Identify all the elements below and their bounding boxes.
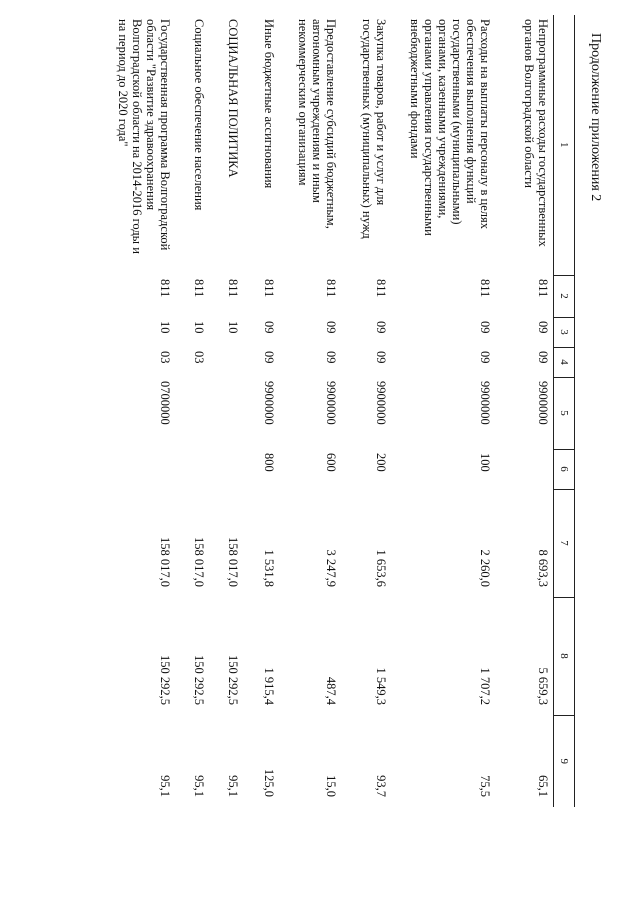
- cell-rz: 09: [536, 321, 550, 334]
- cell-percent: 75,5: [478, 775, 493, 797]
- table-row: [342, 15, 392, 807]
- cell-rz: 09: [262, 321, 277, 334]
- cell-pr: 09: [478, 351, 493, 364]
- cell-fact: 150 292,5: [158, 655, 173, 705]
- cell-fact: 1 915,4: [262, 667, 277, 705]
- cell-rz: 09: [324, 321, 339, 334]
- cell-plan: 158 017,0: [192, 537, 207, 587]
- cell-plan: 158 017,0: [158, 537, 173, 587]
- cell-pr: 03: [192, 351, 207, 364]
- cell-ved: 811: [226, 279, 241, 298]
- table-row: [244, 15, 280, 807]
- cell-pr: 09: [536, 351, 550, 364]
- cell-vr: 200: [374, 453, 389, 472]
- cell-tsr: 9900000: [324, 381, 339, 425]
- cell-pr: 03: [158, 351, 173, 364]
- cell-fact: 487,4: [324, 676, 339, 705]
- cell-tsr: [210, 377, 244, 449]
- cell-tsr: 9900000: [262, 381, 277, 425]
- budget-table: [98, 15, 576, 807]
- cell-vr: 100: [478, 453, 493, 472]
- cell-ved: 811: [374, 279, 389, 298]
- column-header: 4: [554, 347, 575, 377]
- continuation-label: Продолжение приложения 2: [588, 33, 603, 202]
- table-row: [280, 15, 342, 807]
- cell-rz: 10: [226, 321, 241, 334]
- cell-vr: [98, 449, 176, 489]
- cell-pr: 09: [374, 351, 389, 364]
- cell-percent: 125,0: [262, 768, 277, 797]
- row-name-cell: Расходы на выплаты персоналу в целях обеспечения выполнения функций государственными (муниципальными) органами, казенными учреждениями, органами управления государственными внебюджетными фондами: [408, 19, 493, 236]
- row-name-cell: СОЦИАЛЬНАЯ ПОЛИТИКА: [226, 19, 241, 178]
- cell-percent: 65,1: [536, 775, 550, 797]
- cell-tsr: 9900000: [536, 381, 550, 425]
- cell-plan: 158 017,0: [226, 537, 241, 587]
- cell-vr: [496, 449, 554, 489]
- cell-tsr: 9900000: [478, 381, 493, 425]
- table-row: [176, 15, 210, 807]
- column-header: 2: [554, 275, 575, 317]
- cell-pr: [210, 347, 244, 377]
- cell-plan: 2 260,0: [478, 549, 493, 587]
- cell-pr: 09: [324, 351, 339, 364]
- cell-ved: 811: [536, 279, 550, 298]
- cell-vr: [210, 449, 244, 489]
- cell-pr: 09: [262, 351, 277, 364]
- cell-plan: 3 247,9: [324, 549, 339, 587]
- cell-tsr: 0700000: [158, 381, 173, 425]
- table-row: [98, 15, 176, 807]
- cell-rz: 09: [478, 321, 493, 334]
- cell-fact: 5 659,3: [536, 667, 550, 705]
- cell-plan: 8 693,3: [536, 549, 550, 587]
- cell-rz: 10: [192, 321, 207, 334]
- column-header: 9: [554, 715, 575, 807]
- cell-vr: [176, 449, 210, 489]
- rotated-sheet: [55, 15, 603, 845]
- cell-ved: 811: [192, 279, 207, 298]
- cell-plan: 1 653,6: [374, 549, 389, 587]
- cell-ved: 811: [158, 279, 173, 298]
- cell-vr: 600: [324, 453, 339, 472]
- cell-fact: 1 707,2: [478, 667, 493, 705]
- cell-plan: 1 531,8: [262, 549, 277, 587]
- cell-rz: 09: [374, 321, 389, 334]
- table-row: [392, 15, 496, 807]
- column-header-row: [554, 15, 575, 807]
- cell-percent: 95,1: [192, 775, 207, 797]
- column-header: 8: [554, 597, 575, 715]
- column-header: 7: [554, 489, 575, 597]
- cell-rz: 10: [158, 321, 173, 334]
- row-name-cell: Предоставление субсидий бюджетным, автономным учреждениям и иным некоммерческим организациям: [296, 19, 339, 229]
- cell-fact: 1 549,3: [374, 667, 389, 705]
- row-name-cell: Государственная программа Волгоградской области "Развитие здравоохранения Волгоградской области на 2014-2016 годы и на период до 2020 года": [116, 19, 173, 254]
- cell-tsr: [176, 377, 210, 449]
- table-row: [210, 15, 244, 807]
- cell-percent: 95,1: [158, 775, 173, 797]
- cell-percent: 15,0: [324, 775, 339, 797]
- cell-percent: 95,1: [226, 775, 241, 797]
- cell-ved: 811: [262, 279, 277, 298]
- row-name-cell: Закупка товаров, работ и услуг для государственных (муниципальных) нужд: [360, 19, 389, 239]
- cell-tsr: 9900000: [374, 381, 389, 425]
- row-name-cell: Социальное обеспечение населения: [192, 19, 207, 211]
- column-header: 1: [554, 15, 575, 275]
- column-header: 5: [554, 377, 575, 449]
- cell-fact: 150 292,5: [226, 655, 241, 705]
- table-row: [496, 15, 554, 807]
- cell-ved: 811: [324, 279, 339, 298]
- cell-fact: 150 292,5: [192, 655, 207, 705]
- row-name-cell: Непрограммные расходы государственных органов Волгоградской области: [522, 19, 550, 247]
- cell-ved: 811: [478, 279, 493, 298]
- column-header: 3: [554, 317, 575, 347]
- cell-vr: 800: [262, 453, 277, 472]
- row-name-cell: Иные бюджетные ассигнования: [262, 19, 277, 189]
- column-header: 6: [554, 449, 575, 489]
- cell-percent: 93,7: [374, 775, 389, 797]
